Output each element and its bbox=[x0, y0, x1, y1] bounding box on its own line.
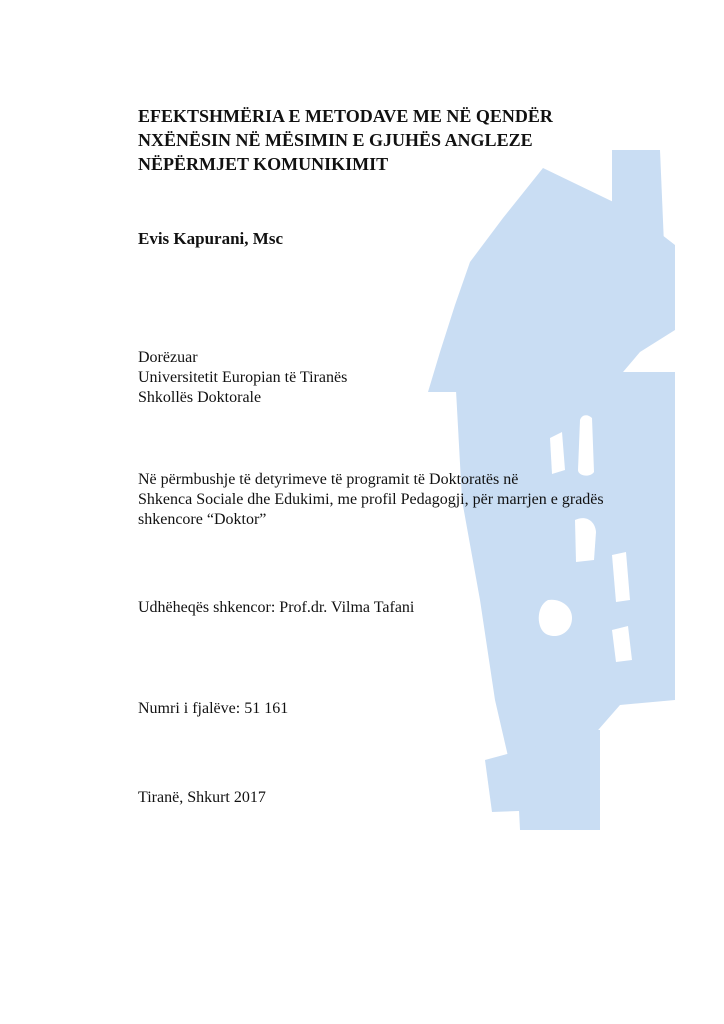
title-line: NËPËRMJET KOMUNIKIMIT bbox=[138, 154, 389, 174]
supervisor-line: Udhëheqës shkencor: Prof.dr. Vilma Tafani bbox=[138, 599, 415, 616]
title-line: NXËNËSIN NË MËSIMIN E GJUHËS ANGLEZE bbox=[138, 130, 533, 150]
title-line: EFEKTSHMËRIA E METODAVE ME NË QENDËR bbox=[138, 106, 553, 126]
document-title bbox=[138, 104, 553, 176]
author-name: Evis Kapurani, Msc bbox=[138, 229, 283, 248]
submitted-line: Universitetit Europian të Tiranës bbox=[138, 369, 348, 386]
degree-fulfillment-block bbox=[138, 470, 604, 530]
submitted-line: Shkollës Doktorale bbox=[138, 389, 262, 406]
place-date: Tiranë, Shkurt 2017 bbox=[138, 789, 266, 806]
fulfillment-line: shkencore “Doktor” bbox=[138, 511, 267, 528]
submitted-to-block bbox=[138, 348, 347, 408]
submitted-line: Dorëzuar bbox=[138, 349, 198, 366]
word-count: Numri i fjalëve: 51 161 bbox=[138, 700, 289, 717]
fulfillment-line: Në përmbushje të detyrimeve të programit të Doktoratës në bbox=[138, 471, 519, 488]
fulfillment-line: Shkenca Sociale dhe Edukimi, me profil Pedagogji, për marrjen e gradës bbox=[138, 491, 604, 508]
